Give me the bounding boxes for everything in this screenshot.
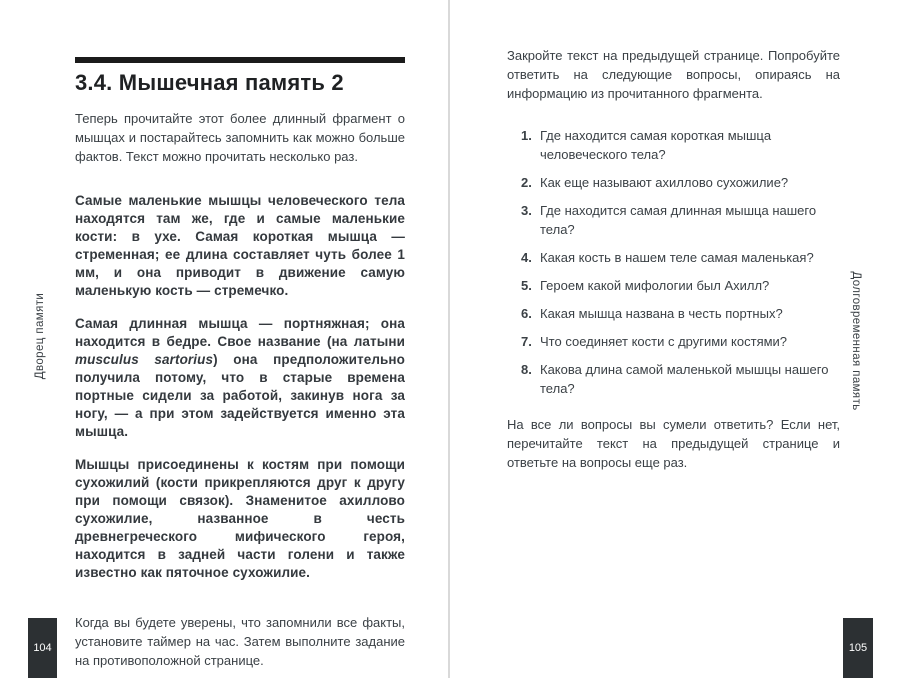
fact-1-text: Самые маленькие мышцы человеческого тела находятся там же, где и самые маленькие кости: в ухе. Самая короткая мышца — стременная; ее длина составляет чуть более 1 мм, и она приводит в движение самую маленькую кость — стремечко. [75, 193, 405, 298]
right-page-number-tab [843, 618, 873, 678]
question-number: 5. [521, 278, 532, 293]
right-intro-paragraph: Закройте текст на предыдущей странице. Попробуйте ответить на следующие вопросы, опираясь на информацию из прочитанного фрагмента. [507, 48, 840, 101]
fact-2-text-pre: Самая длинная мышца — портняжная; она находится в бедре. Свое название (на латыни [75, 316, 405, 349]
question-item [521, 201, 840, 239]
question-number: 8. [521, 362, 532, 377]
left-page-number: 104 [33, 642, 52, 654]
question-text: Как еще называют ахиллово сухожилие? [540, 175, 789, 190]
question-item [521, 173, 840, 192]
fact-3-text: Мышцы присоединены к костям при помощи сухожилий (кости прикрепляются друг к другу при помощи связок). Знаменитое ахиллово сухожилие, названное в честь древнегреческого мифического героя, находится в задней части голени и также известно как пяточное сухожилие. [75, 457, 405, 580]
question-list [507, 126, 840, 398]
question-item [521, 126, 840, 164]
question-item [521, 360, 840, 398]
fact-paragraph-1 [75, 192, 405, 300]
page-gutter-divider [448, 0, 450, 678]
chapter-title-bar [75, 57, 405, 63]
right-outro-paragraph: На все ли вопросы вы сумели ответить? Если нет, перечитайте текст на предыдущей странице и ответьте на вопросы еще раз. [507, 417, 840, 470]
left-intro-paragraph: Теперь прочитайте этот более длинный фрагмент о мышцах и постарайтесь запомнить как можно больше фактов. Текст можно прочитать несколько раз. [75, 111, 405, 164]
fact-paragraph-3 [75, 456, 405, 582]
right-margin-section-label: Долговременная память [850, 271, 862, 411]
question-item [521, 276, 840, 295]
right-page-number: 105 [848, 642, 868, 654]
question-item [521, 304, 840, 323]
question-text: Где находится самая длинная мышца нашего тела? [540, 203, 817, 237]
left-margin-section-label: Дворец памяти [34, 292, 46, 380]
question-number: 4. [521, 250, 532, 265]
question-text: Что соединяет кости с другими костями? [540, 334, 788, 349]
question-number: 2. [521, 175, 532, 190]
question-number: 1. [521, 128, 532, 143]
question-number: 6. [521, 306, 532, 321]
left-page [75, 57, 405, 670]
right-page [507, 46, 840, 472]
question-text: Какая мышца названа в честь портных? [540, 306, 783, 321]
question-item [521, 332, 840, 351]
question-text: Где находится самая короткая мышца человеческого тела? [540, 128, 772, 162]
question-item [521, 248, 840, 267]
question-number: 3. [521, 203, 532, 218]
question-text: Героем какой мифологии был Ахилл? [540, 278, 770, 293]
question-text: Какая кость в нашем теле самая маленькая? [540, 250, 814, 265]
latin-term: musculus sartorius [75, 352, 214, 367]
fact-paragraph-2 [75, 315, 405, 441]
left-outro-paragraph: Когда вы будете уверены, что запомнили все факты, установите таймер на час. Затем выполните задание на противоположной странице. [75, 615, 405, 668]
chapter-title: 3.4. Мышечная память 2 [75, 70, 344, 95]
question-text: Какова длина самой маленькой мышцы нашего тела? [540, 362, 829, 396]
fact-2-text-post: ) она предположительно получила потому, что в старые времена портные сидели за работой, закинув нога за ногу, — а при этом задействуется именно эта мышца. [75, 352, 405, 439]
left-page-number-tab [28, 618, 57, 678]
question-number: 7. [521, 334, 532, 349]
